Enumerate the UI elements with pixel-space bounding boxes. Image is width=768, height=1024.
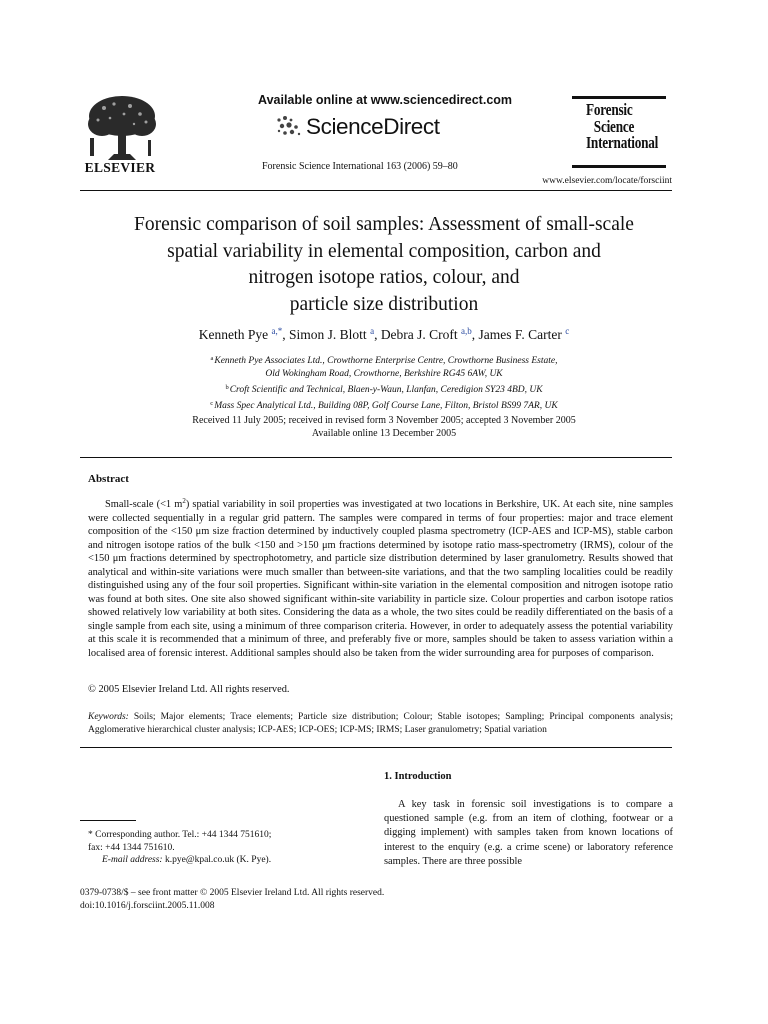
sciencedirect-availability: Available online at www.sciencedirect.com [258, 93, 513, 107]
affiliation-text: Croft Scientific and Technical, Blaen-y-Waun, Llanfan, Ceredigion SY23 4BD, UK [229, 385, 543, 395]
corresponding-author-footnote [88, 829, 348, 867]
author-affiliation-link[interactable]: a,b [461, 326, 472, 336]
journal-logo-rule-top [572, 96, 666, 99]
online-date: Available online 13 December 2005 [311, 428, 457, 439]
journal-reference: Forensic Science International 163 (2006) 59–80 [262, 161, 458, 172]
abstract-text [88, 495, 673, 660]
affiliations [80, 352, 688, 413]
issn-doi [80, 887, 384, 912]
author-affiliation-link[interactable]: c [565, 326, 570, 336]
affiliation-text: Mass Spec Analytical Ltd., Building 08P, Golf Course Lane, Filton, Bristol BS99 7AR, UK [214, 401, 558, 411]
journal-logo-title [586, 102, 658, 152]
section-heading-introduction: 1. Introduction [384, 771, 452, 782]
author-name: Debra J. Croft [380, 327, 458, 342]
affiliation-marker: b [225, 384, 229, 391]
title-line: spatial variability in elemental composition, carbon and [167, 240, 601, 262]
author-name: James F. Carter [478, 327, 562, 342]
affiliation-item-continued: Old Wokingham Road, Crowthorne, Berkshire RG45 6AW, UK [265, 369, 503, 379]
affiliation-marker: a [210, 355, 214, 362]
sciencedirect-logo [276, 112, 440, 142]
author-list: Kenneth Pye $^{a,*}$, Simon J. Blott $^a$, Debra J. Croft $^{a,b}$, James F. Carter $^c$ [198, 326, 570, 342]
keywords-list: Soils; Major elements; Trace elements; Particle size distribution; Colour; Stable isotopes; Sampling; Principal components analysis; Agglomerative hierarchical cluster analysis; ICP-AES; ICP-OES; ICP-MS; IRMS; Laser granulometry; Spatial variation [88, 712, 673, 735]
sciencedirect-wordmark: ScienceDirect [306, 114, 440, 139]
title-line: Forensic comparison of soil samples: Assessment of small-scale [134, 214, 634, 235]
abstract-superscript: 2 [182, 497, 186, 505]
affiliation-item [80, 397, 688, 413]
author-name: Simon J. Blott [289, 327, 367, 342]
author-affiliation-link[interactable]: a [370, 326, 375, 336]
journal-logo [572, 96, 666, 168]
footnote-phone: * Corresponding author. Tel.: +44 1344 751610; [88, 830, 272, 840]
footnote-email[interactable]: k.pye@kpal.co.uk (K. Pye). [164, 855, 272, 865]
journal-logo-rule-bottom [572, 165, 666, 168]
abstract-divider-bottom [80, 747, 672, 748]
affiliation-item [80, 381, 688, 397]
abstract-text-start: Small-scale (<1 m [105, 499, 183, 510]
abstract-copyright: © 2005 Elsevier Ireland Ltd. All rights reserved. [88, 684, 290, 695]
journal-logo-line: Science [593, 116, 635, 136]
journal-logo-line: International [586, 133, 659, 152]
footnote-divider [80, 820, 136, 821]
abstract-divider-top [80, 457, 672, 458]
affiliation-marker: c [210, 400, 214, 407]
header-divider [80, 190, 672, 191]
keywords-label: Keywords: [88, 712, 129, 722]
author-affiliation-link[interactable]: a,* [271, 326, 283, 336]
journal-logo-line: Forensic [586, 100, 633, 119]
doi-line[interactable]: doi:10.1016/j.forsciint.2005.11.008 [80, 900, 215, 911]
abstract-heading: Abstract [88, 473, 129, 485]
article-title [80, 212, 688, 318]
footnote-email-line [88, 854, 348, 867]
abstract-text-rest: ) spatial variability in soil properties was investigated at two locations in Berkshire, UK. At each site, nine samples were collected sequentially in a regular grid pattern. The samples were compared in terms of four properties: major and trace element composition of the <150 μm size fraction determined by inductively coupled plasma spectrometry (ICP-AES and ICP-MS), stable carbon and nitrogen isotope ratios of the bulk <150 and >150 μm fractions determined by isotope ratio mass-spectrometry (IRMS), colour of the <150 μm fractions determined by spectrophotometry, and particle size distribution determined by laser granulometry. Results showed that analytical and within-site variations were much smaller than between-site variations, and that the two sampling localities could be readily distinguished using any of the four soil properties. Significant within-site variation in the elemental composition and nitrogen isotope ratio was found at both sites. One site also showed significant within-site variability in particle size. Colour properties and carbon isotope ratios showed relatively low variability at both sites. Considering the data as a whole, the two sites could be readily differentiated on the basis of a single sample from each site, using a minimum of three comparison criteria. However, in order to adequately assess the potential variability at this scale it is recommended that a minimum of three, and preferably five or more, samples should be taken to assess variation within a localised area of forensic interest. Additional samples should also be taken from the wider surrounding area for purposes of comparison. [88, 499, 673, 659]
footnote-email-label: E-mail address: [102, 855, 163, 865]
journal-url[interactable]: www.elsevier.com/locate/forsciint [542, 176, 672, 186]
author-name: Kenneth Pye [198, 327, 269, 342]
keywords [88, 711, 673, 737]
affiliation-item [80, 352, 688, 368]
issn-line: 0379-0738/$ – see front matter © 2005 Elsevier Ireland Ltd. All rights reserved. [80, 888, 385, 898]
footnote-fax: fax: +44 1344 751610. [88, 842, 175, 853]
title-line: particle size distribution [289, 293, 479, 315]
affiliation-text: Kenneth Pye Associates Ltd., Crowthorne Enterprise Centre, Crowthorne Business Estate, [214, 356, 558, 366]
publisher-name: ELSEVIER [84, 160, 156, 175]
introduction-text: A key task in forensic soil investigations is to compare a questioned sample (e.g. from an item of clothing, footwear or a digging implement) with samples taken from known locations of interest to the enquiry (e.g. a crime scene) or laboratory reference samples. There are three possible [384, 799, 673, 867]
sciencedirect-dots-icon [276, 115, 302, 139]
received-dates: Received 11 July 2005; received in revised form 3 November 2005; accepted 3 November 2005 [192, 415, 576, 426]
article-history [80, 414, 688, 440]
title-line: nitrogen isotope ratios, colour, and [248, 267, 520, 288]
